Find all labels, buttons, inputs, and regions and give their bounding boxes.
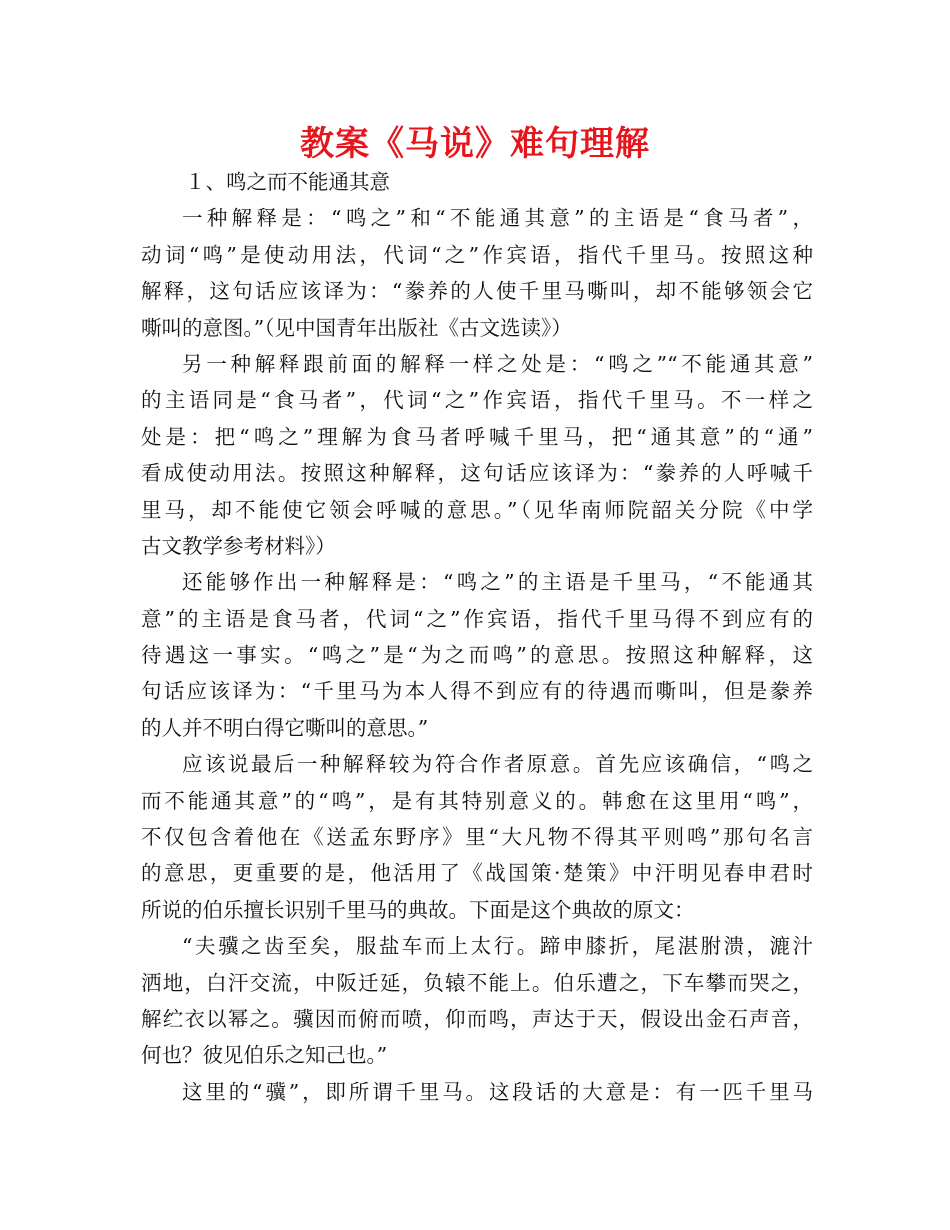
quote-line: 解纻衣以幂之。骥因而俯而喷，仰而鸣，声达于天，假设出金石声音，	[141, 1006, 813, 1031]
text-line: 的意思，更重要的是，他活用了《战国策·楚策》中汗明见春申君时	[141, 861, 813, 886]
text-line: 意”的主语是食马者，代词“之”作宾语，指代千里马得不到应有的	[141, 606, 813, 631]
text-line: 句话应该译为：“千里马为本人得不到应有的待遇而嘶叫，但是豢养	[141, 679, 813, 704]
text-line: 的主语同是“食马者”，代词“之”作宾语，指代千里马。不一样之	[141, 388, 813, 413]
text-line: 待遇这一事实。“鸣之”是“为之而鸣”的意思。按照这种解释，这	[141, 643, 813, 668]
text-line: 解释，这句话应该译为：“豢养的人使千里马嘶叫，却不能够领会它	[141, 279, 813, 304]
document-body	[141, 164, 813, 1110]
text-line: 嘶叫的意图。”（见中国青年出版社《古文选读》）	[141, 315, 572, 340]
text-line: 应该说最后一种解释较为符合作者原意。首先应该确信，“鸣之	[182, 752, 813, 777]
quote-line: “夫骥之齿至矣，服盐车而上太行。蹄申膝折，尾湛胕溃，漉汁	[182, 934, 813, 959]
text-line: 这里的“骥”，即所谓千里马。这段话的大意是：有一匹千里马	[182, 1079, 813, 1104]
text-line: 里马，却不能使它领会呼喊的意思。”（见华南师院韶关分院《中学	[141, 497, 813, 522]
quote-line: 何也？彼见伯乐之知己也。”	[141, 1043, 388, 1068]
text-line: 看成使动用法。按照这种解释，这句话应该译为：“豢养的人呼喊千	[141, 461, 813, 486]
text-line: 所说的伯乐擅长识别千里马的典故。下面是这个典故的原文：	[141, 897, 695, 922]
text-line: 不仅包含着他在《送孟东野序》里“大凡物不得其平则鸣”那句名言	[141, 825, 813, 850]
section-heading: １、鸣之而不能通其意	[185, 170, 390, 194]
text-line: 处是：把“鸣之”理解为食马者呼喊千里马，把“通其意”的“通”	[141, 424, 813, 449]
text-line: 古文教学参考材料》）	[141, 533, 336, 558]
text-line: 另一种解释跟前面的解释一样之处是：“鸣之”“不能通其意”	[182, 351, 813, 376]
document-title: 教案《马说》难句理解	[300, 124, 650, 164]
text-line: 一种解释是：“鸣之”和“不能通其意”的主语是“食马者”，	[182, 206, 813, 231]
text-line: 而不能通其意”的“鸣”，是有其特别意义的。韩愈在这里用“鸣”，	[141, 788, 813, 813]
text-line: 还能够作出一种解释是：“鸣之”的主语是千里马，“不能通其	[182, 570, 813, 595]
text-line: 动词“鸣”是使动用法，代词“之”作宾语，指代千里马。按照这种	[141, 242, 813, 267]
quote-line: 洒地，白汗交流，中阪迁延，负辕不能上。伯乐遭之，下车攀而哭之，	[141, 970, 813, 995]
text-line: 的人并不明白得它嘶叫的意思。”	[141, 715, 429, 740]
